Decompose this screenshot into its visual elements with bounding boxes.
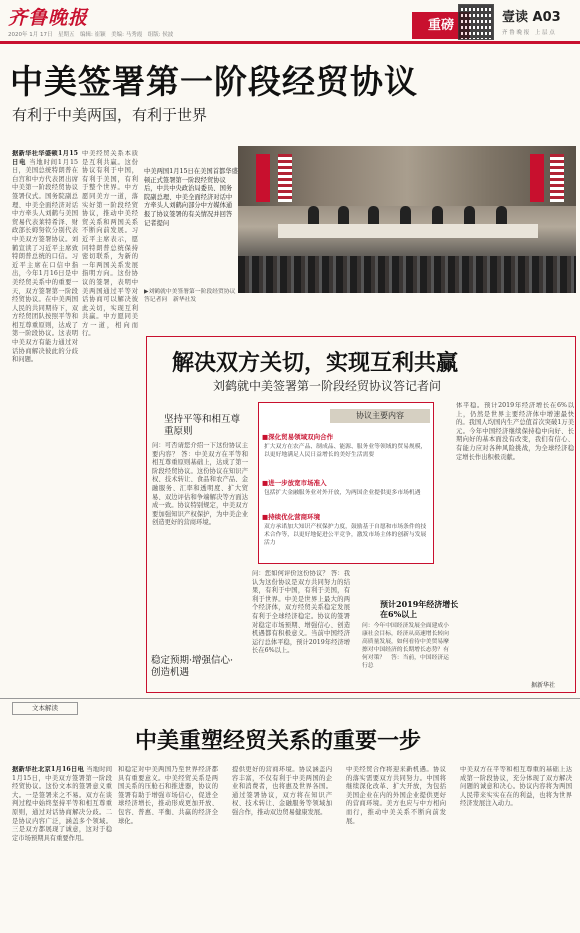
section-divider (0, 698, 580, 699)
photo-desk (278, 224, 538, 238)
interview-title: 解决双方关切，实现互利共赢 (172, 351, 459, 376)
section-tab: 重磅 (412, 12, 470, 39)
person (464, 206, 475, 226)
key-point-2-title: ■进一步放宽市场准入 (262, 479, 327, 487)
main-headline: 中美签署第一阶段经贸协议 (10, 62, 418, 101)
photo-audience (238, 256, 576, 293)
person (368, 206, 379, 226)
us-flag-icon (550, 154, 564, 202)
china-flag-icon (530, 154, 544, 202)
issue-meta: 2020年 1月 17日 星期五 编辑: 崔颖 美编: 马秀霞 组版: 侯波 (8, 32, 174, 38)
masthead-divider (0, 41, 580, 44)
key-point-1-body: 扩大双方在农产品、制成品、能源、服务业等领域的贸易规模，以更好地满足人民日益增长的美好生活需要 (264, 444, 427, 458)
article-column-1 (12, 150, 78, 696)
photo-credit: ▶刘鹤就中美签署第一阶段经贸协议答记者问 新华社发 (144, 289, 236, 303)
bottom-column-4 (346, 766, 446, 929)
interview-column-3 (456, 402, 574, 674)
person (432, 206, 443, 226)
key-point-3-body: 双方承诺加大知识产权保护力度，鼓励基于自愿和市场条件的技术合作等，以更好地促进公平竞争，激发市场主体的创新与发展活力 (264, 524, 427, 546)
page-label: 壹读 A03 (502, 10, 561, 25)
bottom-column-3-text: 提供更好的营商环境。协议涵盖内容丰富，不仅有利于中美两国的企业和消费者，也将惠及世界各国。通过签署协议，双方将在知识产权、技术转让、金融服务等领域加强合作，推动双边贸易健康发展。 (232, 766, 332, 816)
interview-column-2 (252, 570, 350, 688)
bottom-column-5-text: 中美双方在平等和相互尊重的基础上达成第一阶段协议，充分体现了双方解决问题的诚意和决心。协议内容将为两国人民带来实实在在的利益，也将为世界经济发展注入动力。 (460, 766, 572, 808)
us-flag-icon (278, 154, 292, 202)
bottom-column-1-text: 当地时间1月15日，中美双方签署第一阶段经贸协议。这份文本的签署意义重大。一是签署来之不易。双方在谈判过程中始终坚持平等和相互尊重原则，通过对话协商解决分歧。二是协议内容广泛，涵盖多个领域。三是双方都展现了诚意，这对于稳定市场预期具有重要作用。 (12, 766, 112, 842)
keyword-heading-bottom: 稳定预期·增强信心·创造机遇 (151, 655, 234, 678)
interview-subtitle: 刘鹤就中美签署第一阶段经贸协议答记者问 (213, 379, 442, 393)
source-credit: 据新华社 (531, 682, 556, 689)
key-point-2-body: 包括扩大金融服务业对外开放，为两国企业提供更多市场机遇 (264, 490, 421, 496)
article-column-2-text: 中美经贸关系本质是互利共赢。这份协议有利于中国，有利于美国，有利于整个世界。中方愿同美方一道，落实好第一阶段经贸协议，推动中美经贸关系和两国关系不断向前发展。习近平主席表示，愿同特朗普总统保持密切联系，为新的一年两国关系发展指明方向。这份协议的签署，表明中美两国通过平等对话协商可以解决彼此关切，实现互利共赢。中方愿同美方一道，相向而行。 (82, 150, 138, 338)
interview-column-1 (152, 442, 248, 648)
person (338, 206, 349, 226)
person (496, 206, 507, 226)
dateline: 据新华社华盛顿1月15日电 (12, 150, 78, 166)
growth-forecast-title: 预计2019年经济增长在6%以上 (380, 599, 459, 619)
article-column-2 (82, 150, 138, 696)
bottom-headline: 中美重塑经贸关系的重要一步 (135, 729, 422, 754)
sidebar-heading: 协议主要内容 (330, 409, 430, 423)
china-flag-icon (256, 154, 270, 202)
page-sub: 齐 鲁 晚 报 上 层 点 (502, 30, 555, 36)
bottom-column-3 (232, 766, 332, 929)
answer-2: 答：我认为这份协议是双方共同努力的结果，有利于中国，有利于美国，有利于世界。中美是世界上最大的两个经济体，双方经贸关系稳定发展有利于全球经济稳定。协议的签署对稳定市场预期、增强信心、创造机遇都有积极意义。当前中国经济运行总体平稳，预计2019年经济增长在6%以上。 (252, 570, 350, 655)
newspaper-logo: 齐鲁晚报 (8, 7, 89, 29)
main-subhead: 有利于中美两国，有利于世界 (12, 106, 208, 124)
photo-caption: 中美两国1月15日在美国首都华盛顿正式签署第一阶段经贸协议后，中共中央政治局委员、国务院副总理、中美全面经济对话中方牵头人刘鹤向部分中方媒体通报了协议签署的有关情况并回答记者提问 (144, 168, 238, 227)
key-point-1-title: ■深化贸易领域双向合作 (262, 433, 334, 441)
press-conference-photo (238, 146, 576, 293)
bottom-column-1 (12, 766, 112, 929)
bottom-column-4-text: 中美经贸合作将迎来新机遇。协议的落实需要双方共同努力。中国将继续深化改革、扩大开放，为包括美国企业在内的外国企业提供更好的营商环境。美方也应与中方相向而行，推动中美关系不断向前发展。 (346, 766, 446, 825)
bottom-column-2 (118, 766, 218, 929)
masthead (0, 0, 580, 44)
bottom-column-2-text: 和稳定对中美两国乃至世界经济都具有重要意义。中美经贸关系是两国关系的压舱石和推进器，协议的签署有助于增强市场信心，促进全球经济增长，推动形成更加开放、包容、普惠、平衡、共赢的经济全球化。 (118, 766, 218, 825)
answer-1: 答：中美双方在平等和相互尊重原则基础上，达成了第一阶段经贸协议。这份协议在知识产权、技术转让、食品和农产品、金融服务、汇率和透明度、扩大贸易、双边评估和争端解决等方面达成一致。协议特别规定，中美双方要加强知识产权保护，为中美企业创造更好的营商环境。 (152, 450, 248, 527)
question-2: 问：您如何评价这份协议？ (252, 570, 329, 577)
article-column-1-text: 当地时间1月15日，美国总统特朗普在白宫和中方代表团出席中美第一阶段经贸协议签署仪式。国务院副总理、中美全面经济对话中方牵头人刘鹤与美国贸易代表莱特希泽、财政部长姆努钦分别代表中美双方签署协议。刘鹤宣读了习近平主席致特朗普总统的口信。习近平主席在口信中指出，今年1月16日是中美经贸关系中的重要一天，双方签署第一阶段经贸协议。在中美两国人民的共同期待下，双方经贸团队按照平等和相互尊重原则，达成了第一阶段协议。这表明中美双方有能力通过对话协商解决彼此的分歧和问题。 (12, 158, 78, 364)
section-tag: 文本解读 (12, 702, 78, 715)
key-point-3-title: ■持续优化营商环境 (262, 513, 321, 521)
bottom-dateline: 据新华社北京1月16日电 (12, 766, 84, 773)
bottom-column-5 (460, 766, 572, 929)
person (400, 206, 411, 226)
interview-column-3-text: 体平稳。预计2019年经济增长在6%以上，仍然是世界主要经济体中增速最快的。我国人均国内生产总值首次突破1万美元。今年中国经济继续保持稳中向好、长期向好的基本面没有改变，我们有信心、有能力应对各种风险挑战，为全球经济稳定增长作出积极贡献。 (456, 402, 574, 461)
growth-forecast-body: 问：今年中国经济发展全面建成小康社会目标，经济从高速增长转向高质量发展，如何看待中美贸易摩擦对中国经济的长期增长态势？有何对策？ 答：当前，中国经济运行总 (362, 623, 449, 669)
person (308, 206, 319, 226)
keyword-heading-top: 坚持平等和相互尊重原则 (164, 414, 241, 437)
qr-code-icon (458, 4, 494, 40)
question-1: 问：可否请您介绍一下这份协议主要内容？ (152, 442, 248, 458)
